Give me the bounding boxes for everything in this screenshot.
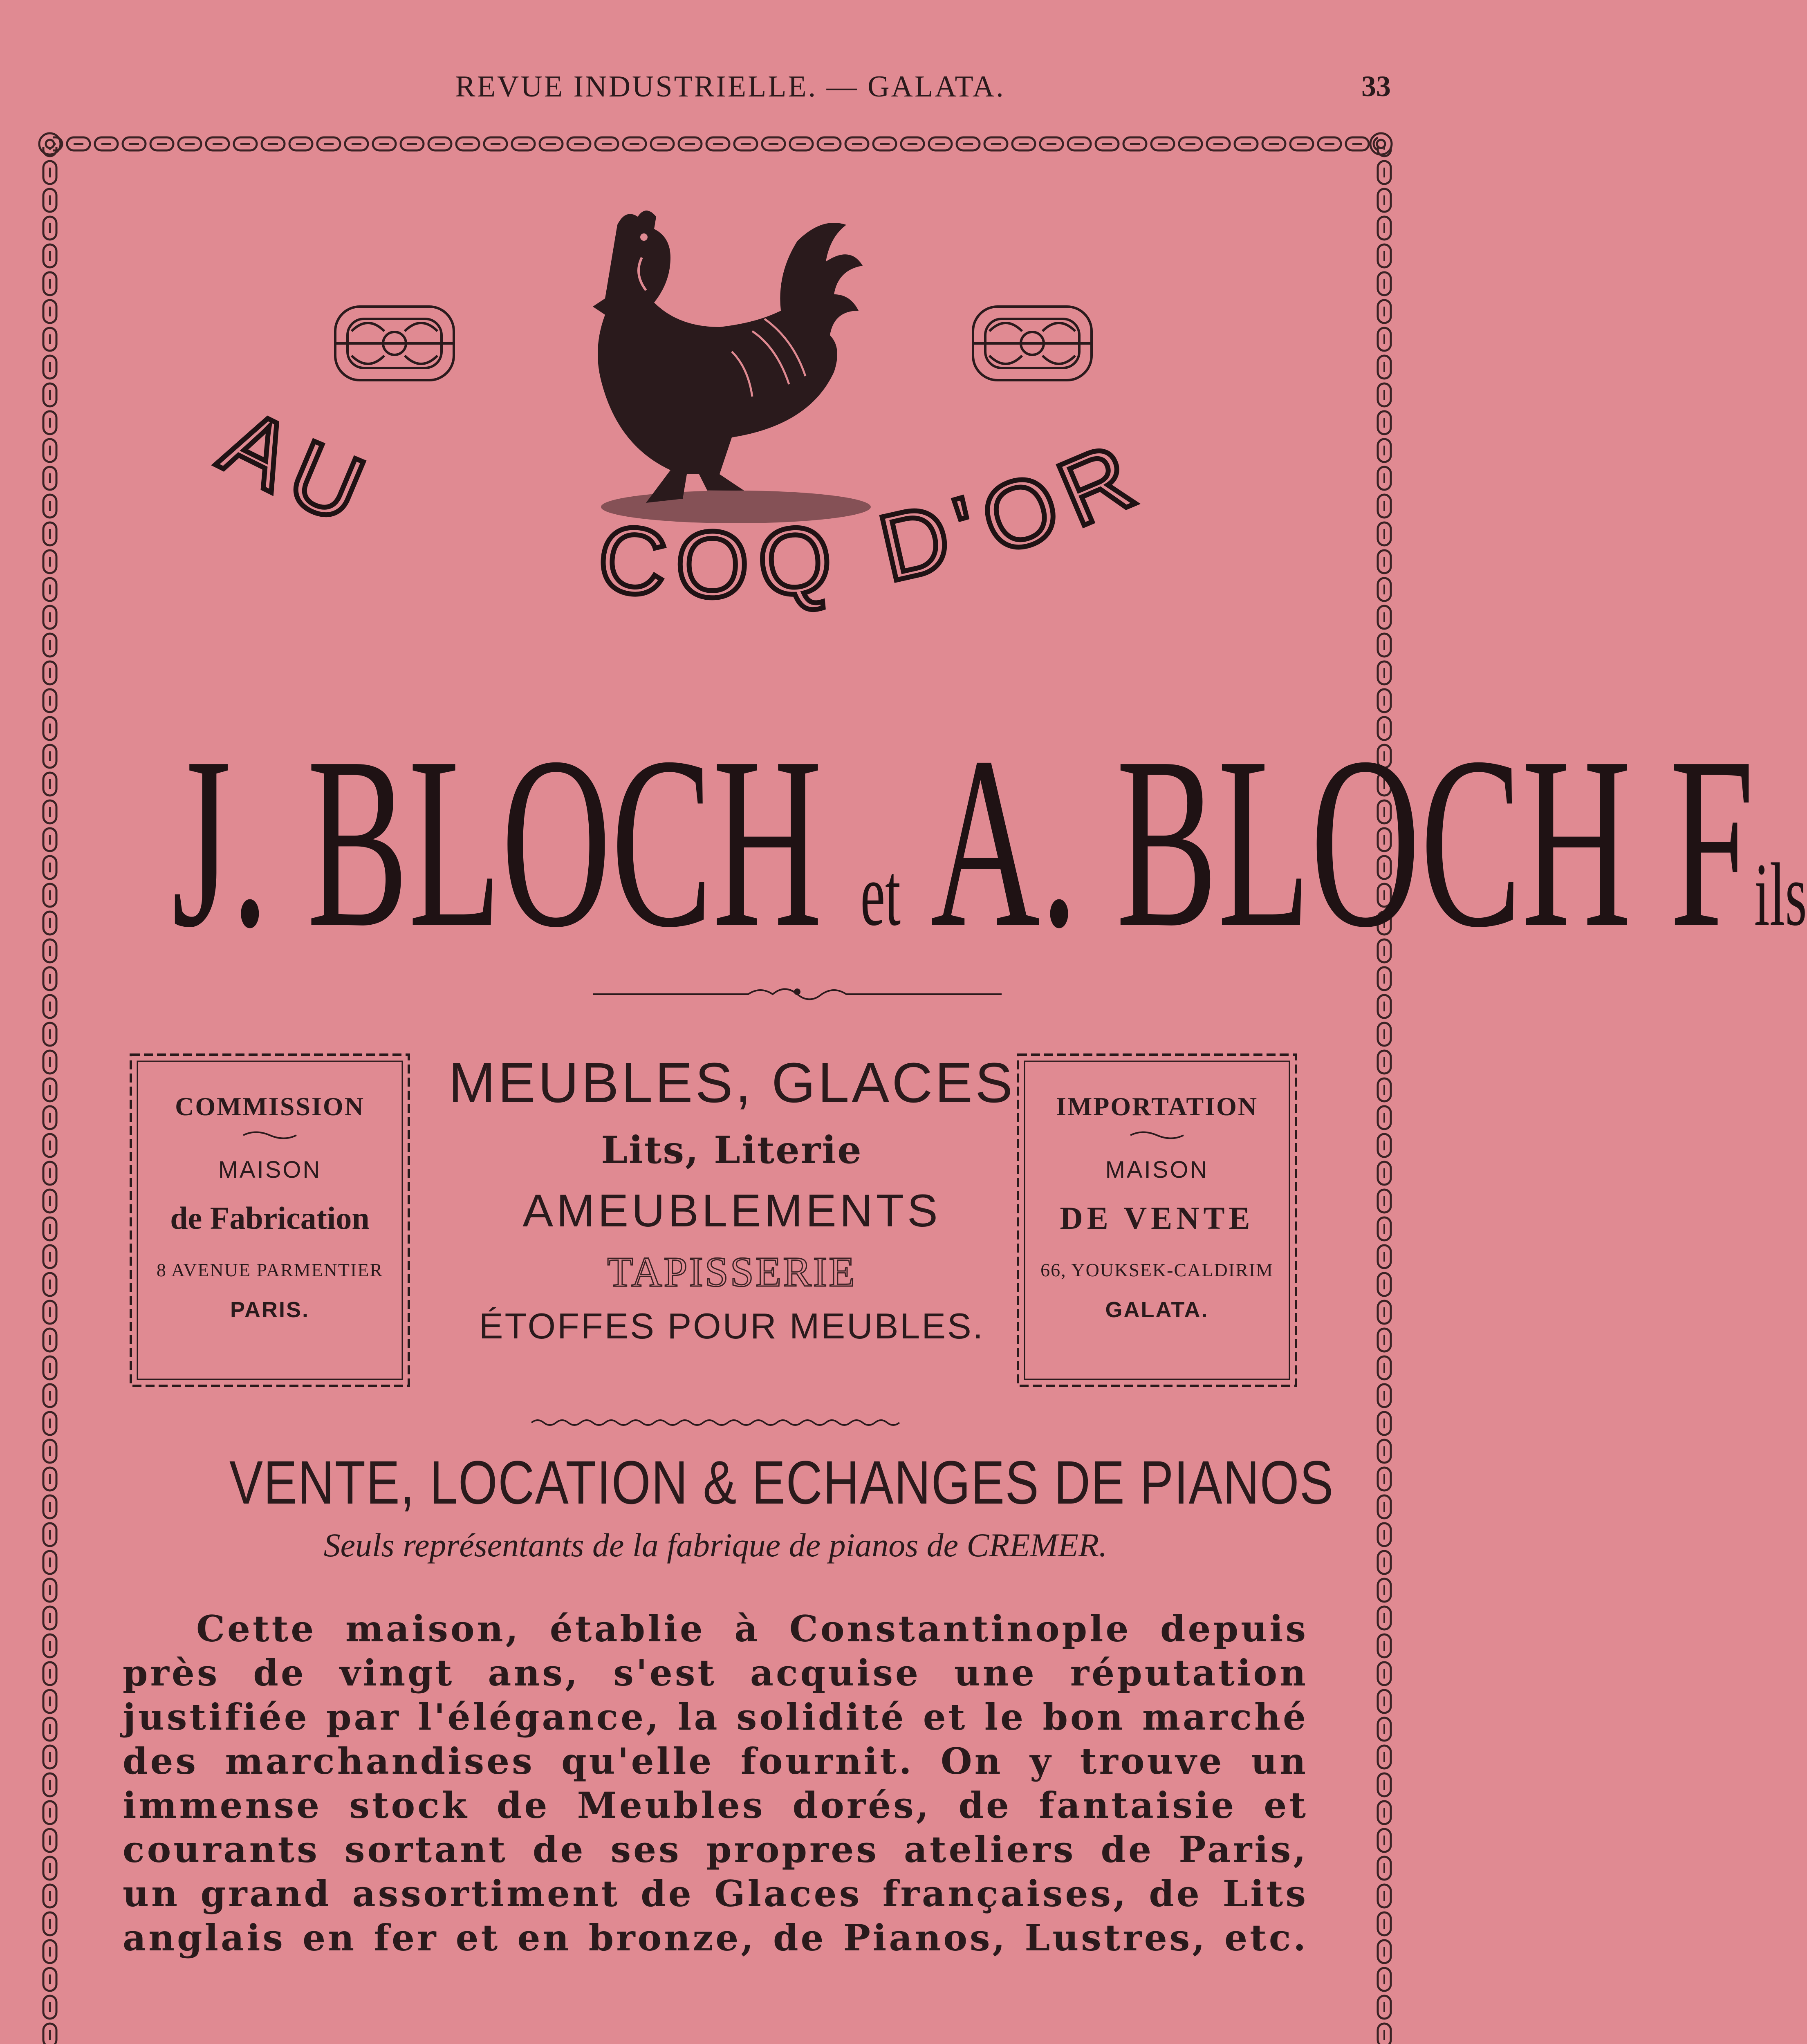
firm-name	[172, 706, 1807, 978]
firm-name-joiner: et	[860, 845, 901, 944]
commission-maison: MAISON	[218, 1156, 322, 1183]
commission-title: COMMISSION	[175, 1092, 365, 1121]
commission-city: PARIS.	[230, 1298, 310, 1322]
sign-word-coq: COQ	[594, 504, 848, 617]
products-list	[433, 1051, 1030, 1347]
importation-address: 66, YOUKSEK-CALDIRIM	[1040, 1260, 1273, 1280]
importation-city: GALATA.	[1105, 1298, 1209, 1322]
pianos-title: VENTE, LOCATION & ECHANGES DE PIANOS	[229, 1448, 1334, 1517]
importation-maison: MAISON	[1105, 1156, 1209, 1183]
svg-text:COQ	[594, 504, 848, 617]
left-ornament-icon	[327, 294, 462, 392]
swash-icon	[243, 1129, 296, 1141]
importation-subtitle: DE VENTE	[1060, 1200, 1254, 1236]
description-paragraph	[123, 1607, 1308, 1960]
pianos-section	[123, 1447, 1334, 1564]
firm-name-right: A. BLOCH	[930, 706, 1632, 978]
sign-word-au: AU	[206, 388, 390, 548]
description-text: Cette maison, établie à Constantinople depuis près de vingt ans, s'est acquise une réputation justifiée par l'élégance, la solidité et le bon marché des marchandises qu'elle fournit. On y trouve un immense stock de Meubles dorés, de fantaisie et courants sortant de ses propres ateliers de Paris, un grand assortiment de Glaces françaises, de Lits anglais en fer et en bronze, de Pianos, Lustres, etc.	[123, 1607, 1308, 1959]
firm-name-suffix-initial: F	[1669, 706, 1754, 978]
importation-box	[1014, 1051, 1300, 1390]
pianos-subtitle: Seuls représentants de la fabrique de pianos de CREMER.	[323, 1526, 1108, 1564]
page-number: 33	[1361, 70, 1391, 103]
sign-word-dor: D'OR	[870, 419, 1159, 601]
svg-text:AU	[206, 388, 389, 547]
firm-name-left: J. BLOCH	[172, 706, 823, 978]
product-meubles-glaces: MEUBLES, GLACES	[448, 1051, 1016, 1114]
commission-address: 8 AVENUE PARMENTIER	[156, 1260, 383, 1280]
commission-subtitle: de Fabrication	[170, 1200, 370, 1236]
firm-name-suffix-rest: ils	[1754, 845, 1807, 944]
product-lits-literie: Lits, Literie	[601, 1128, 863, 1172]
journal-title: REVUE INDUSTRIELLE. — GALATA.	[455, 70, 1005, 103]
commission-box	[127, 1051, 413, 1390]
right-ornament-icon	[965, 294, 1100, 392]
divider-rule-icon	[593, 981, 1002, 1006]
au-coq-dor-sign	[164, 388, 1267, 683]
swash-icon	[1130, 1129, 1184, 1141]
wavy-separator-icon	[531, 1414, 899, 1431]
svg-text:D'OR	[870, 419, 1159, 601]
product-ameublements: AMEUBLEMENTS	[522, 1185, 941, 1236]
product-etoffes: ÉTOFFES POUR MEUBLES.	[479, 1306, 985, 1346]
product-tapisserie: TAPISSERIE	[607, 1248, 856, 1295]
running-header	[0, 69, 1460, 119]
importation-title: IMPORTATION	[1056, 1092, 1258, 1121]
